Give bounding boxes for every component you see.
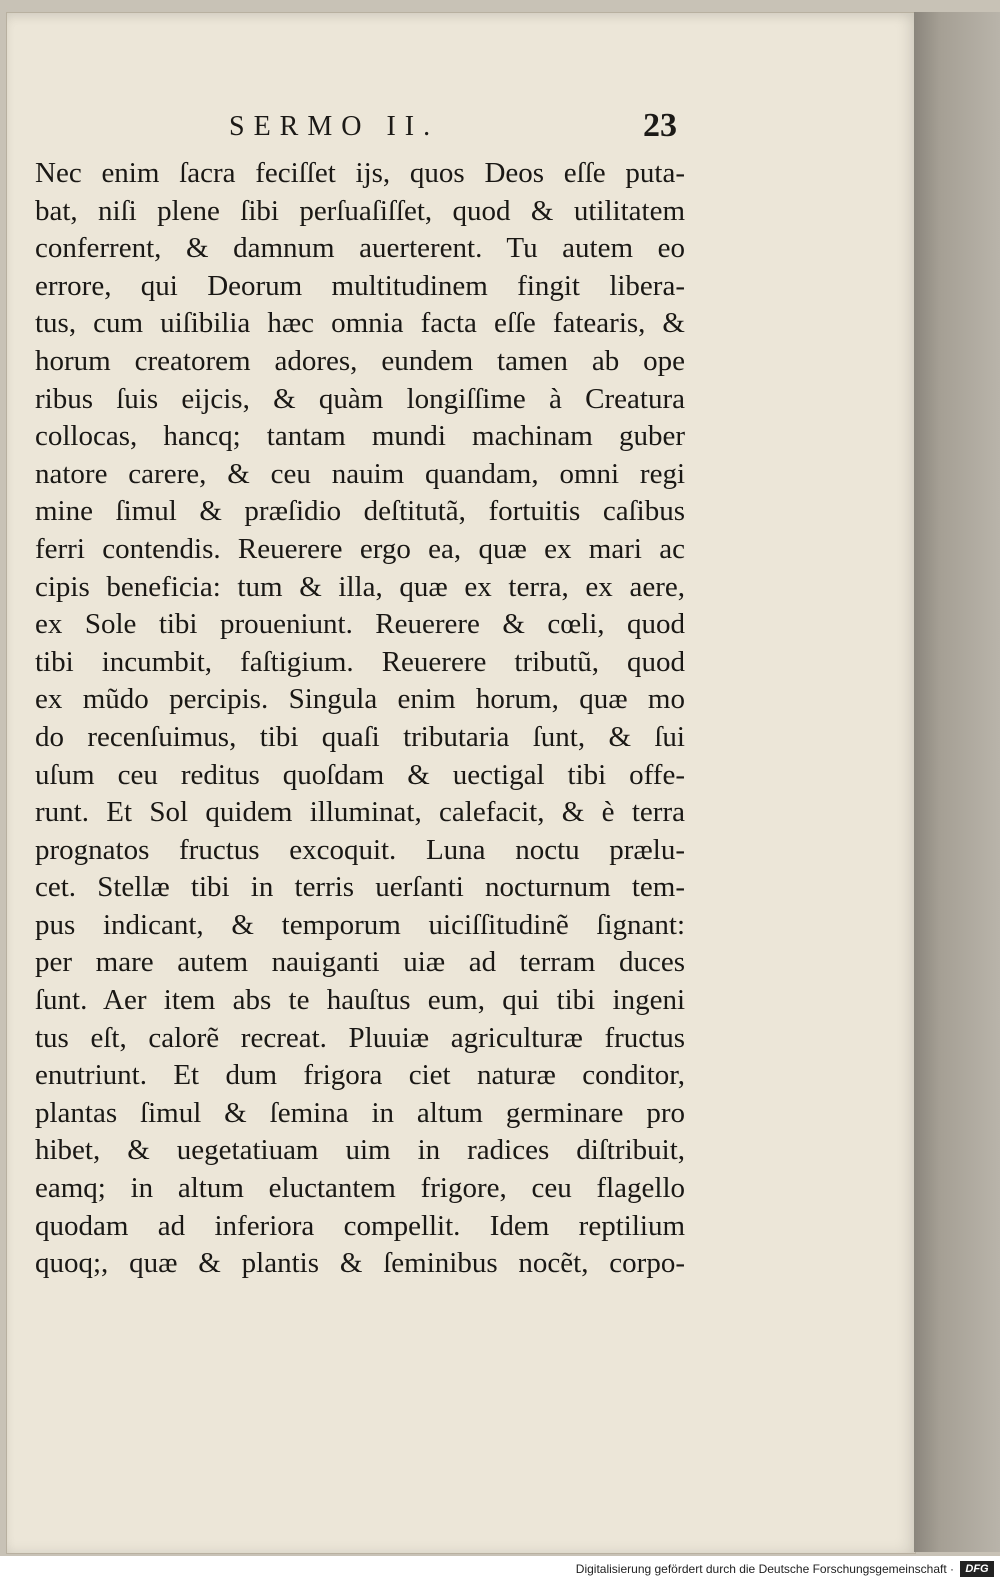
text-line: bat, niſi plene ſibi perſuaſiſſet, quod & utilitatem bbox=[35, 194, 685, 227]
text-line: cet. Stellæ tibi in terris uerſanti nocturnum tem- bbox=[35, 871, 685, 904]
funding-credit: Digitalisierung gefördert durch die Deutsche Forschungsgemeinschaft · bbox=[575, 1562, 954, 1576]
text-block bbox=[35, 155, 685, 1283]
text-line: errore, qui Deorum multitudinem fingit libera- bbox=[35, 269, 685, 302]
text-line: ribus ſuis eijcis, & quàm longiſſime à Creatura bbox=[35, 382, 685, 415]
footer-bar bbox=[0, 1556, 1000, 1584]
text-line: ex Sole tibi proueniunt. Reuerere & cœli, quod bbox=[35, 608, 685, 641]
text-line: quodam ad inferiora compellit. Idem reptilium bbox=[35, 1209, 685, 1242]
book-page bbox=[6, 12, 916, 1554]
text-line: collocas, hancq; tantam mundi machinam guber bbox=[35, 420, 685, 453]
text-line: prognatos fructus excoquit. Luna noctu prælu- bbox=[35, 833, 685, 866]
text-line: tus, cum uiſibilia hæc omnia facta eſſe fatearis, & bbox=[35, 307, 685, 340]
page-header bbox=[7, 107, 915, 151]
text-line: per mare autem nauiganti uiæ ad terram duces bbox=[35, 946, 685, 979]
text-line: Nec enim ſacra feciſſet ijs, quos Deos eſſe puta- bbox=[35, 157, 685, 189]
running-head: SERMO II. bbox=[229, 111, 440, 142]
text-line: conferrent, & damnum auerterent. Tu autem eo bbox=[35, 232, 685, 265]
text-line: natore carere, & ceu nauim quandam, omni regi bbox=[35, 457, 685, 490]
text-line: plantas ſimul & ſemina in altum germinare pro bbox=[35, 1096, 685, 1129]
text-line: cipis beneficia: tum & illa, quæ ex terra, ex aere, bbox=[35, 570, 685, 603]
text-line: mine ſimul & præſidio deſtitutã, fortuitis caſibus bbox=[35, 495, 685, 528]
text-line: pus indicant, & temporum uiciſſitudinẽ ſignant: bbox=[35, 908, 685, 941]
text-line: ex mũdo percipis. Singula enim horum, quæ mo bbox=[35, 683, 685, 716]
text-line: enutriunt. Et dum frigora ciet naturæ conditor, bbox=[35, 1059, 685, 1092]
page-edge-shadow bbox=[914, 12, 1000, 1552]
text-line: eamq; in altum eluctantem frigore, ceu flagello bbox=[35, 1172, 685, 1205]
dfg-logo: DFG bbox=[960, 1561, 994, 1577]
text-line: tibi incumbit, faſtigium. Reuerere tributũ, quod bbox=[35, 645, 685, 678]
text-line: hibet, & uegetatiuam uim in radices diſtribuit, bbox=[35, 1134, 685, 1167]
text-line: uſum ceu reditus quoſdam & uectigal tibi offe- bbox=[35, 758, 685, 791]
text-line: horum creatorem adores, eundem tamen ab ope bbox=[35, 344, 685, 377]
page-number: 23 bbox=[643, 107, 677, 144]
text-line: do recenſuimus, tibi quaſi tributaria ſunt, & ſui bbox=[35, 720, 685, 753]
text-line: ferri contendis. Reuerere ergo ea, quæ ex mari ac bbox=[35, 532, 685, 565]
text-line: quoq;, quæ & plantis & ſeminibus nocẽt, corpo- bbox=[35, 1247, 685, 1280]
text-line: tus eſt, calorẽ recreat. Pluuiæ agriculturæ fructus bbox=[35, 1021, 685, 1054]
text-line: ſunt. Aer item abs te hauſtus eum, qui tibi ingeni bbox=[35, 984, 685, 1017]
text-line: runt. Et Sol quidem illuminat, calefacit, & è terra bbox=[35, 796, 685, 829]
